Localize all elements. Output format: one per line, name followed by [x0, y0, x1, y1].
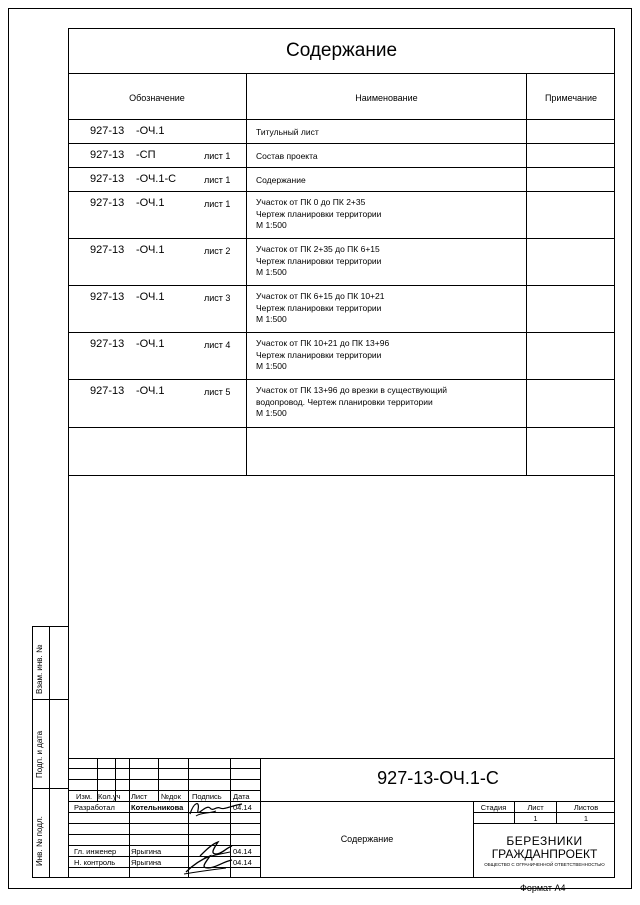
row-suffix: -ОЧ.1 [136, 244, 165, 256]
listov-label: Листов [573, 803, 599, 812]
row-suffix: -ОЧ.1 [136, 385, 165, 397]
row-sheet: лист 3 [204, 293, 231, 303]
razrabotal-name: Котельникова [131, 803, 184, 812]
org-line3: ОБЩЕСТВО С ОГРАНИЧЕННОЙ ОТВЕТСТВЕННОСТЬЮ [484, 862, 605, 867]
side-label-inv: Инв. № подл. [35, 816, 44, 866]
row-code: 927-13 [90, 125, 125, 137]
sheet-title: Содержание [340, 834, 394, 844]
row-name: Участок от ПК 0 до ПК 2+35 Чертеж планировки территории М 1:500 [256, 197, 382, 230]
stamp-header-ndok: №док [161, 792, 181, 801]
row-sheet: лист 2 [204, 246, 231, 256]
signature-razrabotal [186, 796, 244, 822]
stamp-header-koluch: Кол.уч [98, 792, 121, 801]
row-name: Участок от ПК 2+35 до ПК 6+15 Чертеж планировки территории М 1:500 [256, 244, 382, 277]
row-code: 927-13 [90, 149, 125, 161]
row-name: Участок от ПК 13+96 до врезки в существующий водопровод. Чертеж планировки территории М 1:500 [256, 385, 448, 418]
stamp-header-list: Лист [131, 792, 148, 801]
row-code: 927-13 [90, 291, 125, 303]
row-code: 927-13 [90, 173, 125, 185]
stadiya-label: Стадия [480, 803, 507, 812]
org-line2: ГРАЖДАНПРОЕКТ [491, 847, 598, 861]
gl-label: Гл. инженер [74, 847, 117, 856]
row-code: 927-13 [90, 385, 125, 397]
doc-code: 927-13-ОЧ.1-С [377, 768, 499, 788]
gl-name: Ярыгина [131, 847, 162, 856]
listov-value: 1 [583, 814, 589, 823]
nk-name: Ярыгина [131, 858, 162, 867]
row-suffix: -ОЧ.1 [136, 197, 165, 209]
format-label: Формат А4 [520, 883, 566, 893]
gl-date: 04.14 [233, 847, 252, 856]
row-sheet: лист 4 [204, 340, 231, 350]
razrabotal-label: Разработал [74, 803, 115, 812]
row-suffix: -ОЧ.1 [136, 291, 165, 303]
row-sheet: лист 1 [204, 175, 231, 185]
side-label-vzam: Взам. инв. № [35, 644, 44, 694]
side-label-podp: Подп. и дата [35, 730, 44, 778]
stamp-header-podpis: Подпись [192, 792, 222, 801]
row-sheet: лист 5 [204, 387, 231, 397]
page-title: Содержание [285, 40, 398, 61]
row-suffix: -СП [136, 149, 156, 161]
row-name: Участок от ПК 10+21 до ПК 13+96 Чертеж планировки территории М 1:500 [256, 338, 390, 371]
stamp-header-data: Дата [233, 792, 250, 801]
stamp-header-izm: Изм. [76, 792, 93, 801]
row-code: 927-13 [90, 197, 125, 209]
column-header-name: Наименование [355, 93, 418, 103]
row-code: 927-13 [90, 338, 125, 350]
row-name: Титульный лист [256, 127, 319, 137]
side-box-podp-value [49, 699, 69, 789]
row-name: Участок от ПК 6+15 до ПК 10+21 Чертеж планировки территории М 1:500 [256, 291, 385, 324]
side-box-vzam-value [49, 626, 69, 700]
nk-date: 04.14 [233, 858, 252, 867]
row-sheet: лист 1 [204, 199, 231, 209]
row-name: Состав проекта [256, 151, 318, 161]
list-value: 1 [533, 814, 538, 823]
row-sheet: лист 1 [204, 151, 231, 161]
row-suffix: -ОЧ.1 [136, 338, 165, 350]
signature-n-kontrol [180, 852, 238, 878]
side-box-inv-value [49, 788, 69, 878]
list-label: Лист [527, 803, 544, 812]
row-name: Содержание [256, 175, 306, 185]
column-header-designation: Обозначение [129, 93, 185, 103]
nk-label: Н. контроль [74, 858, 116, 867]
column-header-note: Примечание [544, 93, 598, 103]
org-line1: БЕРЕЗНИКИ [506, 834, 583, 848]
razrabotal-date: 04.14 [233, 803, 252, 812]
row-suffix: -ОЧ.1-С [136, 173, 177, 185]
row-code: 927-13 [90, 244, 125, 256]
row-suffix: -ОЧ.1 [136, 125, 165, 137]
